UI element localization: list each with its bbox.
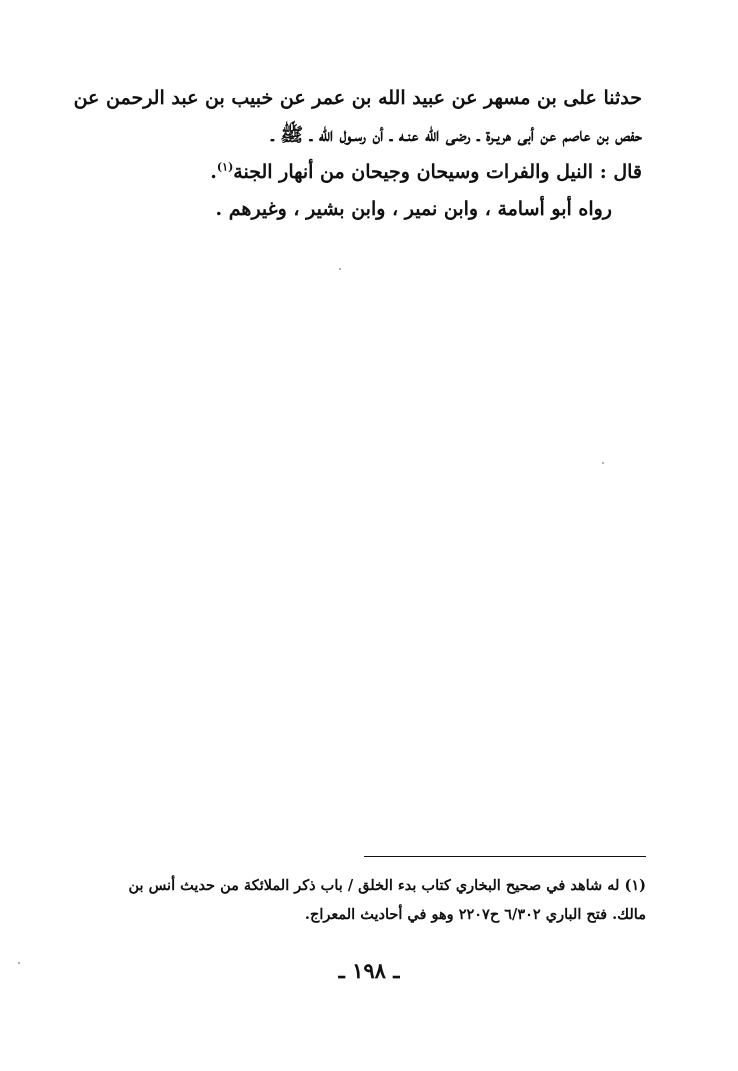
footnote-separator [364,856,646,857]
footnote-line-2: مالك. فتح الباري ٦/٣٠٢ ح٢٢٠٧ وهو في أحاديث المعراج. [304,906,646,923]
body-line-4: رواه أبو أسامة ، وابن نمير ، وابن بشير ، وغيرهم . [215,198,612,220]
body-line-2: حفص بن عاصم عن أبى هريـرة ـ رضى الله عنـه ـ أن رسـول الله ـ ﷺ ـ [271,124,642,146]
body-line-3-period: . [210,161,217,183]
scan-speck [339,268,341,270]
scan-speck [18,962,20,964]
footnote [76,871,646,929]
body-line-3-text: قال : النيل والفرات وسيحان وجيحان من أنهار الجنة [233,161,642,183]
scan-speck [602,462,604,464]
body-line-1: حدثنا على بن مسهر عن عبيد الله بن عمر عن خبيب بن عبد الرحمن عن [73,87,642,109]
page-number: ـ ١٩٨ ـ [338,958,400,983]
body-line-3 [76,154,642,191]
hadith-text [73,80,642,228]
footnote-line-1: (١) له شاهد في صحيح البخاري كتاب بدء الخلق / باب ذكر الملائكة من حديث أنس بن [128,877,646,894]
footnote-reference: (١) [216,160,234,174]
